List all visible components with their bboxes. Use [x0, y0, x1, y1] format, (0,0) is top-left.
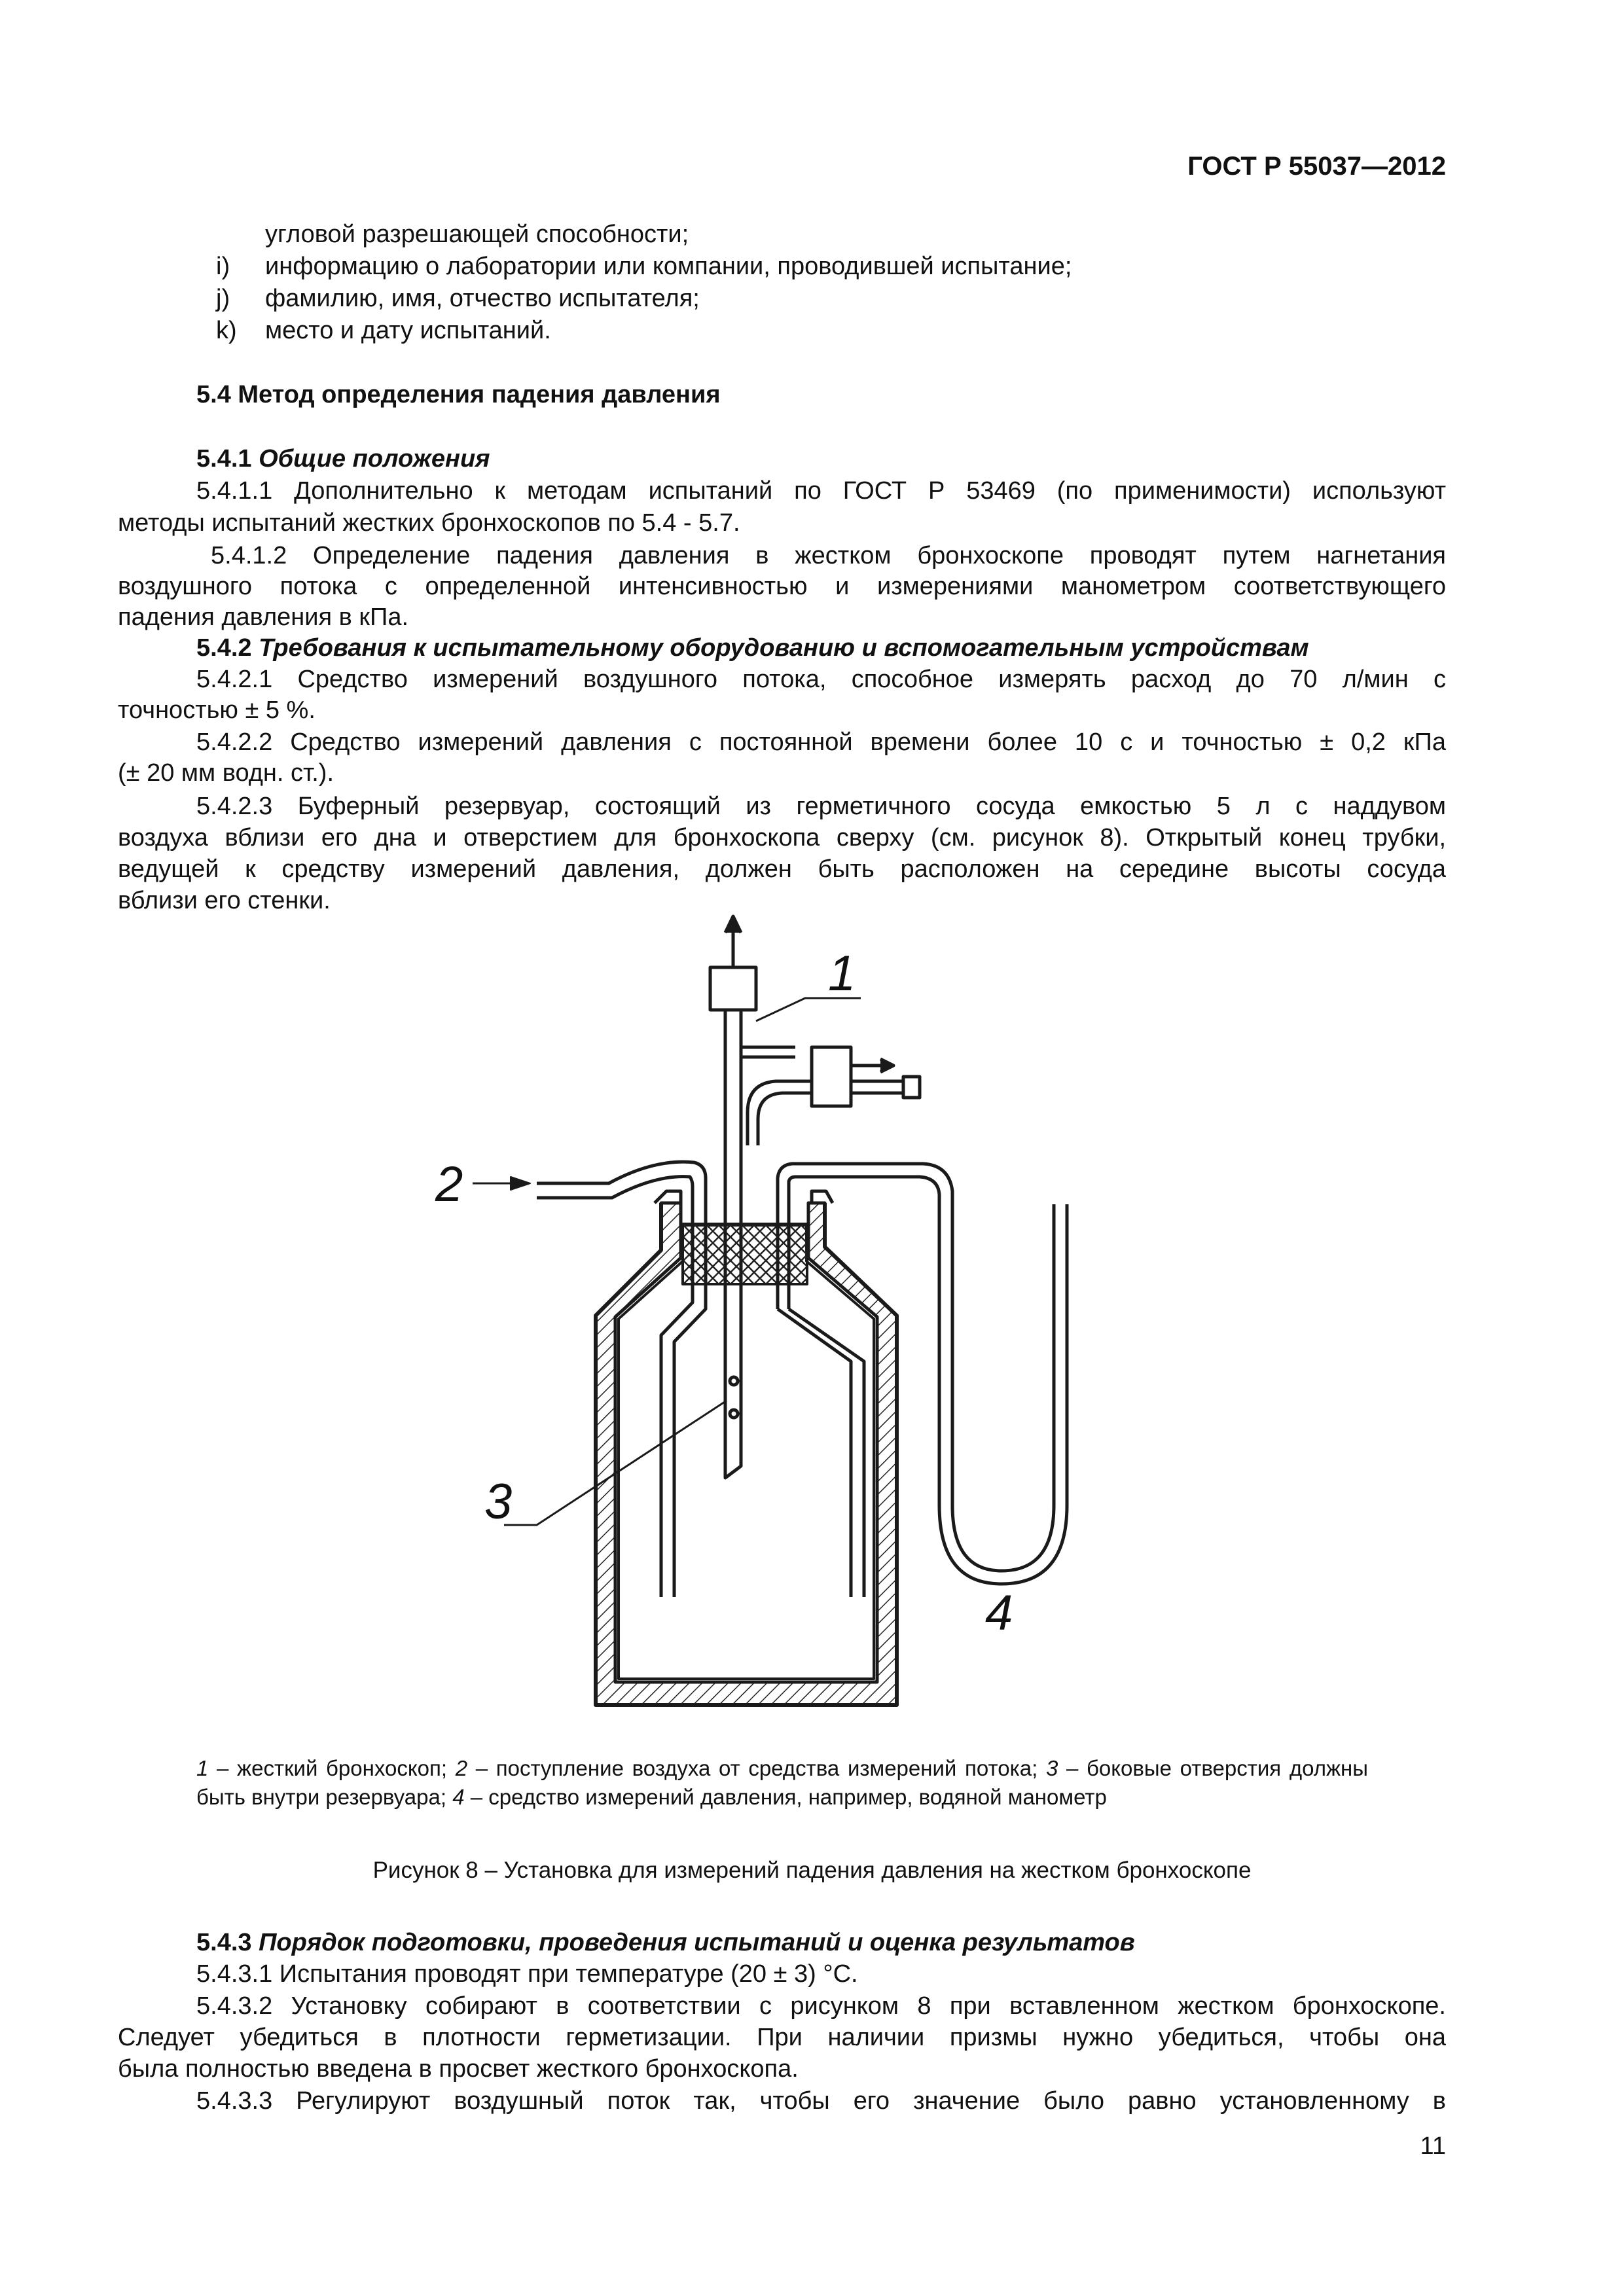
figure-label-2: 2: [435, 1157, 463, 1212]
paragraph-5-4-2-2-line-1: 5.4.2.2 Средство измерений давления с постоянной времени более 10 с и точностью ± 0,2 кПа: [196, 728, 1446, 756]
legend-text-3: – боковые отверстия должны быть внутри резервуара;: [196, 1756, 1368, 1809]
paragraph-5-4-1-2-line-2: воздушного потока с определенной интенсивностью и измерениями манометром соответствующего: [118, 573, 1446, 600]
figure-label-1: 1: [828, 946, 856, 1001]
figure-title: Рисунок 8 – Установка для измерений падения давления на жестком бронхоскопе: [372, 1857, 1252, 1883]
paragraph-5-4-2-1-line-1: 5.4.2.1 Средство измерений воздушного потока, способное измерять расход до 70 л/мин с: [196, 666, 1446, 693]
subsection-heading-5-4-3: [196, 1928, 1135, 1958]
figure-label-3: 3: [484, 1474, 513, 1530]
paragraph-5-4-3-1: 5.4.3.1 Испытания проводят при температуре (20 ± 3) °С.: [196, 1960, 858, 1988]
paragraph-5-4-2-2-line-2: (± 20 мм водн. ст.).: [118, 759, 334, 787]
paragraph-5-4-2-3-line-4: вблизи его стенки.: [118, 887, 331, 914]
paragraph-5-4-3-2-line-3: была полностью введена в просвет жесткого бронхоскопа.: [118, 2055, 799, 2083]
paragraph-5-4-1-2-line-1: 5.4.1.2 Определение падения давления в жестком бронхоскопе проводят путем нагнетания: [211, 542, 1446, 569]
legend-key-4: 4: [452, 1785, 465, 1809]
paragraph-5-4-1-2-line-3: падения давления в кПа.: [118, 603, 409, 631]
list-marker-k: k): [216, 317, 237, 344]
legend-key-2: 2: [455, 1756, 468, 1780]
list-item-continuation: угловой разрешающей способности;: [265, 221, 689, 248]
section-heading-5-4: 5.4 Метод определения падения давления: [196, 381, 721, 408]
list-item-i: информацию о лаборатории или компании, проводившей испытание;: [265, 253, 1072, 280]
subsection-number: 5.4.2: [196, 634, 252, 662]
paragraph-5-4-1-1-line-2: методы испытаний жестких бронхоскопов по 5.4 - 5.7.: [118, 509, 740, 537]
list-item-j: фамилию, имя, отчество испытателя;: [265, 285, 700, 312]
paragraph-5-4-2-3-line-2: воздуха вблизи его дна и отверстием для бронхоскопа сверху (см. рисунок 8). Открытый конец трубки,: [118, 824, 1446, 852]
air-inflow-arrow-icon: [473, 1177, 530, 1190]
page-number: 11: [1420, 2132, 1446, 2160]
legend-key-3: 3: [1045, 1756, 1058, 1780]
leader-line-1: [756, 998, 861, 1021]
paragraph-5-4-3-2-line-2: Следует убедиться в плотности герметизации. При наличии призмы нужно убедиться, чтобы она: [118, 2024, 1446, 2051]
paragraph-5-4-3-3-line-1: 5.4.3.3 Регулируют воздушный поток так, чтобы его значение было равно установленному в: [196, 2087, 1446, 2115]
subsection-title: Общие положения: [259, 445, 490, 473]
list-marker-j: j): [216, 285, 230, 312]
legend-key-1: 1: [196, 1756, 209, 1780]
subsection-title: Требования к испытательному оборудованию и вспомогательным устройствам: [259, 634, 1309, 662]
list-item-k: место и дату испытаний.: [265, 317, 551, 344]
paragraph-5-4-2-3-line-3: ведущей к средству измерений давления, должен быть расположен на середине высоты сосуда: [118, 855, 1446, 883]
paragraph-5-4-3-2-line-1: 5.4.3.2 Установку собирают в соответствии с рисунком 8 при вставленном жестком бронхоскопе.: [196, 1992, 1446, 2020]
paragraph-5-4-2-1-line-2: точностью ± 5 %.: [118, 696, 316, 724]
legend-text-2: – поступление воздуха от средства измерений потока;: [467, 1756, 1046, 1780]
paragraph-5-4-2-3-line-1: 5.4.2.3 Буферный резервуар, состоящий из герметичного сосуда емкостью 5 л с наддувом: [196, 793, 1446, 820]
subsection-number: 5.4.3: [196, 1929, 252, 1956]
document-header: ГОСТ Р 55037—2012: [1187, 152, 1446, 181]
legend-text-4: – средство измерений давления, например, водяной манометр: [464, 1785, 1107, 1809]
list-marker-i: i): [216, 253, 230, 280]
figure-legend: [196, 1754, 1368, 1812]
legend-text-1: – жесткий бронхоскоп;: [208, 1756, 456, 1780]
figure-label-4: 4: [985, 1585, 1013, 1641]
subsection-number: 5.4.1: [196, 445, 252, 473]
paragraph-5-4-1-1-line-1: 5.4.1.1 Дополнительно к методам испытаний по ГОСТ Р 53469 (по применимости) используют: [196, 477, 1446, 505]
subsection-title: Порядок подготовки, проведения испытаний и оценка результатов: [259, 1929, 1135, 1956]
